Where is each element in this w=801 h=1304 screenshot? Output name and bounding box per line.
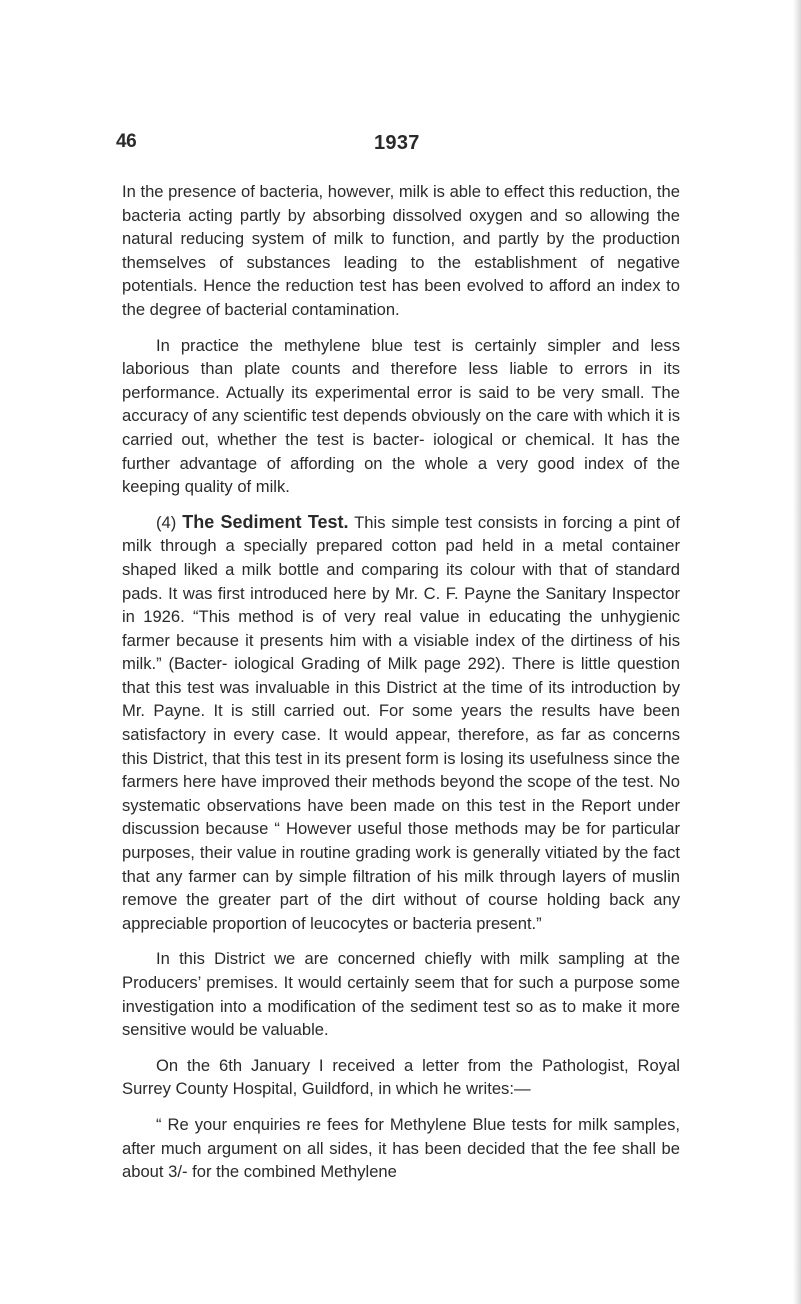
section-number: (4) — [156, 512, 177, 532]
paragraph-pathologist-letter: On the 6th January I received a letter from the Pathologist, Royal Surrey County Hospital, Guildford, in which he writes:— — [122, 1055, 680, 1099]
body-text — [122, 180, 680, 1196]
paragraph-quoted-letter: “ Re your enquiries re fees for Methylene Blue tests for milk samples, after much argument on all sides, it has been decided that the fee shall be about 3/- for the combined Methylene — [122, 1114, 680, 1182]
section-heading: The Sediment Test. — [182, 511, 349, 532]
page-number: 46 — [116, 131, 137, 152]
paragraph-sediment-test — [122, 511, 680, 936]
running-head-year: 1937 — [374, 132, 420, 154]
paragraph-bacteria-reduction: In the presence of bacteria, however, milk is able to effect this reduction, the bacteria acting partly by absorbing dissolved oxygen and so allowing the natural reducing system of milk to function, and partly by the production themselves of substances leading to the establishment of negative potentials. Hence the reduction test has been evolved to afford an index to the degree of bacterial contamination. — [122, 182, 680, 319]
section-body: This simple test consists in forcing a pint of milk through a specially prepared cotton pad held in a metal container shaped liked a milk bottle and comparing its colour with that of standard pads. It was first introduced here by Mr. C. F. Payne the Sanitary Inspector in 1926. “This method is of very real value in educating the unhygienic farmer because it presents him with a visiable index of the dirtiness of his milk.” (Bacter- iological Grading of Milk page 292). There is little question that this test was invaluable in this District at the time of its introduction by Mr. Payne. It is still carried out. For some years the results have been satisfactory in every case. It would appear, therefore, as far as concerns this District, that this test in its present form is losing its usefulness since the farmers here have improved their methods beyond the scope of the test. No systematic observations have been made on this test in the Report under discussion because “ However useful those methods may be for particular purposes, their value in routine grading work is generally vitiated by the fact that any farmer can by simple filtration of his milk through layers of muslin remove the greater part of the dirt without of course holding back any appreciable proportion of leucocytes or bacteria present.” — [122, 512, 680, 933]
paragraph-methylene-blue: In practice the methylene blue test is certainly simpler and less laborious than plate counts and therefore less liable to errors in its performance. Actually its experimental error is said to be very small. The accuracy of any scientific test depends obviously on the care with which it is carried out, whether the test is bacter- iological or chemical. It has the further advantage of affording on the whole a very good index of the keeping quality of milk. — [122, 335, 680, 497]
page-edge-shadow — [793, 0, 801, 1304]
paragraph-producers-premises: In this District we are concerned chiefly with milk sampling at the Producers’ premises. It would certainly seem that for such a purpose some investigation into a modification of the sediment test so as to make it more sensitive would be valuable. — [122, 949, 680, 1040]
